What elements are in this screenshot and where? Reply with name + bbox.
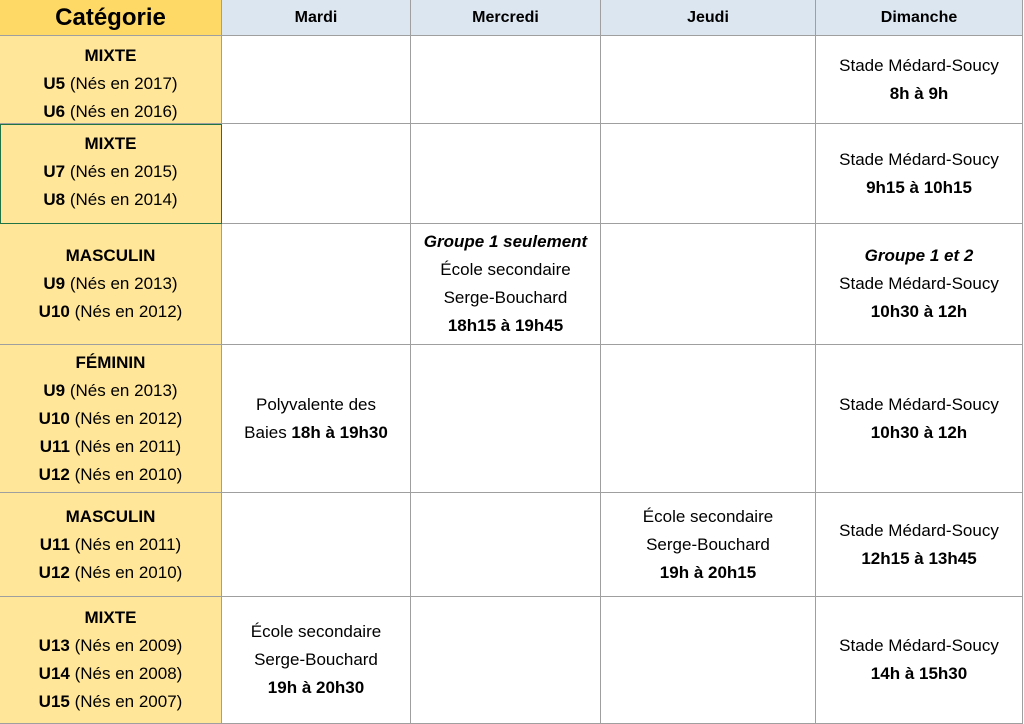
schedule-cell[interactable] — [816, 597, 1023, 724]
category-cell[interactable] — [0, 345, 222, 493]
schedule-place: Stade Médard-Soucy — [839, 149, 999, 169]
category-line — [39, 660, 183, 688]
category-note: (Nés en 2012) — [69, 302, 183, 321]
schedule-cell[interactable] — [411, 124, 601, 224]
schedule-cell[interactable] — [601, 224, 816, 345]
schedule-place: Baies — [244, 422, 292, 442]
category-line — [40, 531, 181, 559]
schedule-time: 18h à 19h30 — [291, 422, 388, 442]
schedule-cell[interactable] — [411, 224, 601, 345]
schedule-cell[interactable] — [222, 36, 411, 124]
category-code: U11 — [39, 534, 71, 554]
header-day-label: Mardi — [294, 9, 338, 26]
category-note: (Nés en 2013) — [65, 380, 178, 400]
category-code: U10 — [38, 302, 70, 321]
category-cell[interactable] — [0, 493, 222, 597]
schedule-place: École secondaire — [642, 506, 774, 526]
category-title: MIXTE — [84, 46, 137, 65]
header-day-dimanche[interactable] — [816, 0, 1023, 36]
schedule-cell[interactable] — [601, 345, 816, 493]
category-code: U6 — [43, 102, 66, 121]
category-line — [39, 461, 183, 489]
schedule-place: Stade Médard-Soucy — [839, 55, 999, 75]
category-note: (Nés en 2011) — [70, 436, 182, 456]
schedule-time: 19h à 20h15 — [659, 562, 757, 582]
header-day-label: Mercredi — [472, 9, 539, 26]
category-note: (Nés en 2011) — [70, 534, 182, 554]
schedule-group: Groupe 1 et 2 — [864, 246, 974, 265]
category-note: (Nés en 2012) — [69, 408, 183, 428]
category-code: U12 — [38, 562, 70, 582]
schedule-cell[interactable] — [816, 36, 1023, 124]
header-day-label: Jeudi — [687, 9, 729, 26]
schedule-place: École secondaire — [440, 260, 571, 279]
header-category-label: Catégorie — [55, 3, 166, 31]
schedule-place: École secondaire — [250, 622, 382, 641]
schedule-cell[interactable] — [222, 597, 411, 724]
schedule-place: Stade Médard-Soucy — [839, 520, 999, 540]
schedule-group: Groupe 1 seulement — [423, 232, 588, 251]
category-code: U12 — [38, 464, 70, 484]
category-line — [39, 405, 183, 433]
header-day-mercredi[interactable] — [411, 0, 601, 36]
schedule-cell[interactable] — [222, 224, 411, 345]
category-code: U13 — [38, 636, 70, 655]
category-line — [43, 98, 177, 124]
category-title: MIXTE — [84, 134, 137, 153]
schedule-time: 8h à 9h — [889, 83, 949, 103]
category-code: U15 — [38, 692, 70, 711]
schedule-place-time-line — [244, 419, 388, 447]
schedule-place: Stade Médard-Soucy — [839, 394, 999, 414]
schedule-time: 19h à 20h30 — [267, 678, 365, 697]
category-line — [43, 70, 177, 98]
category-line — [39, 688, 183, 716]
category-note: (Nés en 2010) — [69, 464, 183, 484]
header-day-jeudi[interactable] — [601, 0, 816, 36]
category-note: (Nés en 2010) — [69, 562, 183, 582]
schedule-cell[interactable] — [816, 345, 1023, 493]
schedule-cell[interactable] — [601, 597, 816, 724]
category-note: (Nés en 2008) — [69, 664, 183, 683]
category-title: MASCULIN — [65, 506, 156, 526]
schedule-place: Stade Médard-Soucy — [839, 274, 999, 293]
category-note: (Nés en 2016) — [65, 102, 178, 121]
schedule-cell[interactable] — [816, 493, 1023, 597]
schedule-cell[interactable] — [411, 345, 601, 493]
category-line — [43, 377, 177, 405]
category-line — [40, 433, 181, 461]
category-title: FÉMININ — [75, 352, 146, 372]
schedule-cell[interactable] — [411, 597, 601, 724]
category-code: U9 — [43, 380, 66, 400]
schedule-time: 18h15 à 19h45 — [447, 316, 564, 335]
category-line — [39, 559, 183, 587]
schedule-place: Serge-Bouchard — [254, 650, 378, 669]
category-code: U8 — [43, 190, 66, 209]
schedule-time: 10h30 à 12h — [870, 422, 968, 442]
schedule-place: Stade Médard-Soucy — [839, 636, 999, 655]
schedule-cell[interactable] — [601, 493, 816, 597]
category-note: (Nés en 2009) — [69, 636, 183, 655]
schedule-cell[interactable] — [601, 36, 816, 124]
schedule-cell[interactable] — [222, 124, 411, 224]
category-code: U10 — [38, 408, 70, 428]
category-line — [43, 270, 177, 298]
category-title: MIXTE — [84, 608, 137, 627]
schedule-place: Polyvalente des — [255, 394, 377, 414]
schedule-time: 12h15 à 13h45 — [861, 548, 977, 568]
schedule-cell[interactable] — [222, 345, 411, 493]
schedule-time: 14h à 15h30 — [870, 664, 968, 683]
header-category-cell[interactable] — [0, 0, 222, 36]
schedule-cell[interactable] — [601, 124, 816, 224]
schedule-time: 10h30 à 12h — [870, 302, 968, 321]
schedule-place: Serge-Bouchard — [443, 288, 568, 307]
header-day-mardi[interactable] — [222, 0, 411, 36]
schedule-cell[interactable] — [816, 124, 1023, 224]
category-cell[interactable] — [0, 224, 222, 345]
schedule-cell[interactable] — [222, 493, 411, 597]
schedule-time: 9h15 à 10h15 — [866, 177, 972, 197]
category-cell-selected[interactable] — [0, 124, 222, 224]
category-title: MASCULIN — [65, 246, 156, 265]
schedule-cell[interactable] — [411, 493, 601, 597]
category-cell[interactable] — [0, 36, 222, 124]
category-note: (Nés en 2017) — [65, 74, 178, 93]
category-code: U5 — [43, 74, 66, 93]
category-code: U14 — [38, 664, 70, 683]
category-code: U9 — [43, 274, 66, 293]
category-line — [43, 186, 177, 214]
category-note: (Nés en 2015) — [65, 162, 178, 181]
category-code: U7 — [43, 162, 66, 181]
category-note: (Nés en 2013) — [65, 274, 178, 293]
category-line — [39, 632, 183, 660]
category-note: (Nés en 2007) — [69, 692, 183, 711]
category-note: (Nés en 2014) — [65, 190, 178, 209]
schedule-cell[interactable] — [816, 224, 1023, 345]
schedule-cell[interactable] — [411, 36, 601, 124]
category-line — [43, 158, 177, 186]
category-line — [39, 298, 183, 326]
category-cell[interactable] — [0, 597, 222, 724]
category-code: U11 — [39, 436, 71, 456]
header-day-label: Dimanche — [880, 9, 958, 26]
schedule-place: Serge-Bouchard — [646, 534, 770, 554]
